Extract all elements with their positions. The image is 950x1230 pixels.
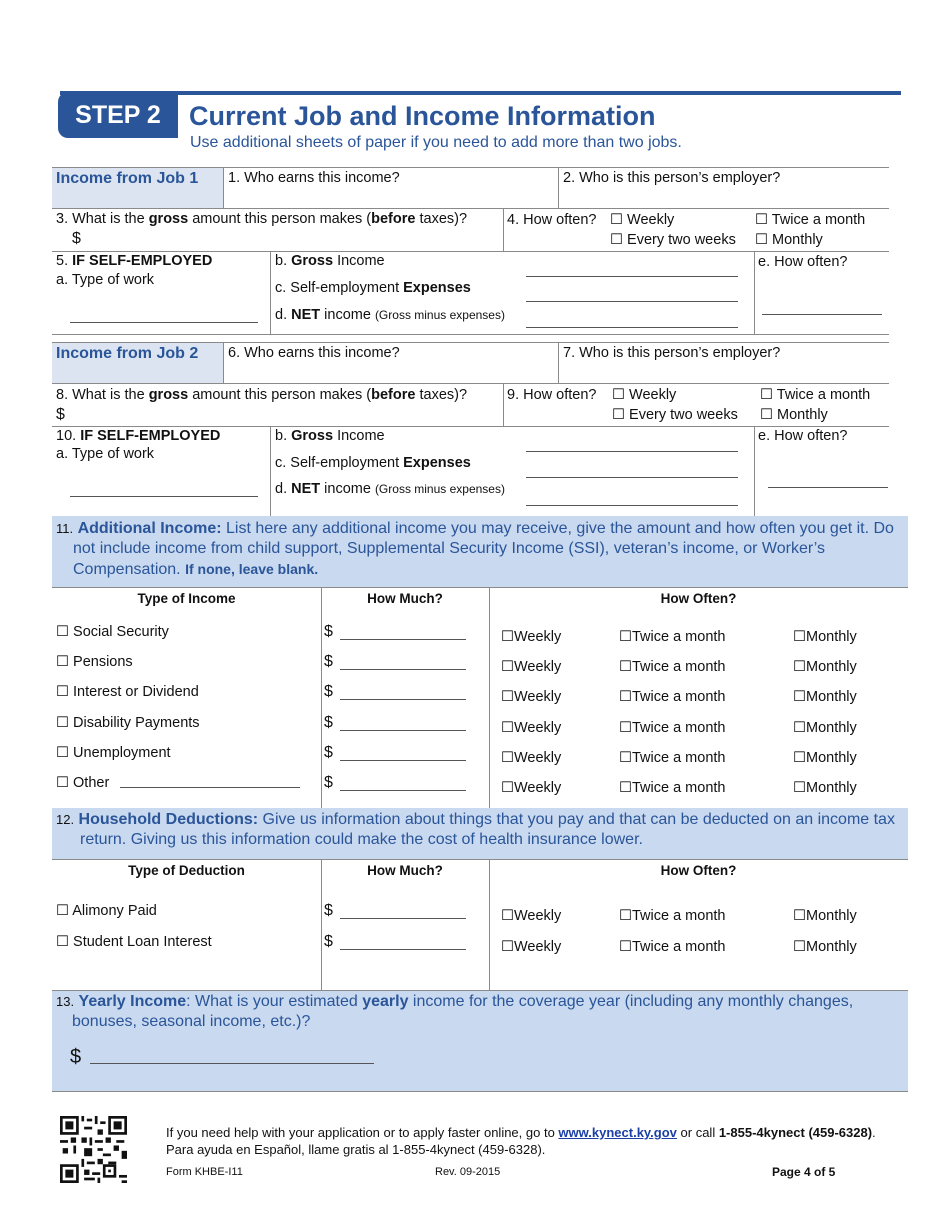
additional-row-weekly-4[interactable]: ☐Weekly: [501, 749, 562, 766]
additional-row-dollar-3: $: [324, 713, 333, 731]
job2-e: e. How often?: [758, 428, 848, 444]
deduction-row-dollar-0: $: [324, 902, 333, 919]
additional-row-weekly-1[interactable]: ☐Weekly: [501, 659, 562, 676]
additional-col-often: How Often?: [660, 591, 737, 606]
deduction-row-amount-line-1[interactable]: [340, 949, 466, 950]
yearly-income-text: 13. Yearly Income: What is your estimated yearly income for the coverage year (including any monthly changes, bonuses, seasonal income, etc.)?: [56, 993, 854, 1030]
deduction-row-dollar-1: $: [324, 932, 333, 950]
job1-q5a: a. Type of work: [56, 272, 155, 288]
deduction-row-twice-1[interactable]: ☐Twice a month: [619, 938, 726, 955]
job1-e-line[interactable]: [762, 314, 882, 315]
job2-c: c. Self-employment Expenses: [275, 455, 471, 471]
additional-row-type-4[interactable]: ☐ Unemployment: [56, 744, 171, 761]
job2-d: d. NET income (Gross minus expenses): [275, 481, 505, 497]
additional-row-weekly-0[interactable]: ☐Weekly: [501, 629, 562, 645]
job2-section-label: Income from Job 2: [56, 345, 199, 362]
job2-q10a: a. Type of work: [56, 446, 155, 462]
job2-q9: 9. How often?: [507, 387, 597, 403]
additional-row-dollar-5: $: [324, 774, 333, 791]
additional-row-monthly-0[interactable]: ☐Monthly: [793, 629, 857, 645]
additional-row-monthly-2[interactable]: ☐Monthly: [793, 689, 857, 706]
revision: Rev. 09-2015: [435, 1166, 501, 1178]
job2-q10: 10. IF SELF-EMPLOYED: [56, 428, 221, 444]
additional-row-twice-5[interactable]: ☐Twice a month: [619, 780, 726, 796]
deductions-col-often: How Often?: [660, 863, 737, 878]
additional-row-type-3[interactable]: ☐ Disability Payments: [56, 714, 200, 731]
job1-opt-twice[interactable]: ☐ Twice a month: [755, 212, 866, 228]
additional-row-twice-3[interactable]: ☐Twice a month: [619, 719, 726, 736]
additional-income-text: 11. Additional Income: List here any additional income you may receive, give the amount and how often you get it. Do not include income from child support, Supplemental Security Income (SSI), veteran’s income, or Worker’s Compensation. If none, leave blank.: [56, 520, 894, 578]
job1-d-line[interactable]: [526, 327, 738, 328]
job2-d-line[interactable]: [526, 505, 738, 506]
job1-work-line[interactable]: [70, 322, 258, 323]
header-rule: [60, 91, 901, 95]
deduction-row-type-1[interactable]: ☐ Student Loan Interest: [56, 933, 212, 950]
deduction-row-amount-line-0[interactable]: [340, 918, 466, 919]
yearly-amount-line[interactable]: [90, 1063, 374, 1064]
qr-code: [60, 1116, 127, 1183]
job1-e: e. How often?: [758, 254, 848, 270]
additional-row-twice-0[interactable]: ☐Twice a month: [619, 629, 726, 645]
additional-row-amount-line-5[interactable]: [340, 790, 466, 791]
additional-row-twice-2[interactable]: ☐Twice a month: [619, 689, 726, 706]
additional-row-weekly-5[interactable]: ☐Weekly: [501, 780, 562, 796]
additional-row-weekly-2[interactable]: ☐Weekly: [501, 689, 562, 706]
job1-c-line[interactable]: [526, 301, 738, 302]
job2-b: b. Gross Income: [275, 428, 385, 444]
job1-q2[interactable]: 2. Who is this person’s employer?: [563, 170, 781, 186]
deductions-col-type: Type of Deduction: [128, 863, 245, 878]
yearly-dollar: $: [70, 1046, 82, 1068]
job1-section-label: Income from Job 1: [56, 170, 199, 187]
additional-row-type-5[interactable]: ☐ Other: [56, 775, 110, 791]
job1-q3[interactable]: 3. What is the gross amount this person makes (before taxes)?: [56, 211, 468, 227]
additional-row-dollar-4: $: [324, 743, 333, 761]
page-number: Page 4 of 5: [772, 1165, 836, 1179]
additional-row-amount-line-0[interactable]: [340, 639, 466, 640]
job2-c-line[interactable]: [526, 477, 738, 478]
job1-d: d. NET income (Gross minus expenses): [275, 307, 505, 323]
additional-row-twice-4[interactable]: ☐Twice a month: [619, 749, 726, 766]
deduction-row-monthly-0[interactable]: ☐Monthly: [793, 908, 857, 924]
additional-row-weekly-3[interactable]: ☐Weekly: [501, 719, 562, 736]
additional-row-dollar-2: $: [324, 683, 333, 701]
job2-q8[interactable]: 8. What is the gross amount this person makes (before taxes)?: [56, 387, 468, 403]
footer-help-text: If you need help with your application or to apply faster online, go to www.kynect.ky.gov or call 1-855-4kynect (459-6328). Para ayuda en Español, llame gratis al 1-855-4kynect (459-6328).: [166, 1125, 876, 1157]
job1-c: c. Self-employment Expenses: [275, 280, 471, 296]
job2-work-line[interactable]: [70, 496, 258, 497]
job2-b-line[interactable]: [526, 451, 738, 452]
job1-opt-weekly[interactable]: ☐ Weekly: [610, 212, 675, 228]
deduction-row-monthly-1[interactable]: ☐Monthly: [793, 938, 857, 955]
page-subtitle: Use additional sheets of paper if you need to add more than two jobs.: [190, 134, 682, 151]
job2-e-line[interactable]: [768, 487, 888, 488]
additional-row-amount-line-1[interactable]: [340, 669, 466, 670]
additional-row-monthly-4[interactable]: ☐Monthly: [793, 749, 857, 766]
deductions-text: 12. Household Deductions: Give us information about things that you pay and that can be deducted on an income tax return. Giving us this information could make the cost of health insurance lower.: [56, 811, 895, 848]
additional-row-amount-line-4[interactable]: [340, 760, 466, 761]
job2-q6[interactable]: 6. Who earns this income?: [228, 345, 400, 361]
job1-b: b. Gross Income: [275, 253, 385, 269]
deduction-row-weekly-1[interactable]: ☐Weekly: [501, 938, 562, 955]
additional-row-type-1[interactable]: ☐ Pensions: [56, 654, 133, 671]
kynect-link[interactable]: www.kynect.ky.gov: [558, 1125, 677, 1140]
additional-row-monthly-3[interactable]: ☐Monthly: [793, 719, 857, 736]
additional-col-type: Type of Income: [137, 591, 236, 606]
additional-row-amount-line-3[interactable]: [340, 730, 466, 731]
step-badge: STEP 2: [58, 92, 178, 138]
job1-gross-dollar: $: [72, 230, 81, 247]
job1-q4: 4. How often?: [507, 212, 597, 228]
additional-row-twice-1[interactable]: ☐Twice a month: [619, 659, 726, 676]
job2-opt-monthly[interactable]: ☐ Monthly: [760, 407, 828, 423]
job2-opt-every-two[interactable]: ☐ Every two weeks: [612, 407, 738, 423]
deductions-col-much: How Much?: [367, 863, 443, 878]
additional-row-type-0[interactable]: ☐ Social Security: [56, 624, 169, 640]
page-title: Current Job and Income Information: [189, 101, 656, 131]
job2-opt-weekly[interactable]: ☐ Weekly: [612, 387, 677, 403]
deduction-row-twice-0[interactable]: ☐Twice a month: [619, 908, 726, 924]
additional-row-dollar-1: $: [324, 653, 333, 671]
job2-opt-twice[interactable]: ☐ Twice a month: [760, 387, 871, 403]
form-id: Form KHBE-I11: [166, 1166, 243, 1178]
additional-row-monthly-1[interactable]: ☐Monthly: [793, 659, 857, 676]
job2-gross-dollar: $: [56, 406, 65, 423]
deduction-row-type-0[interactable]: ☐ Alimony Paid: [56, 903, 157, 919]
job1-opt-monthly[interactable]: ☐ Monthly: [755, 232, 823, 248]
deduction-row-weekly-0[interactable]: ☐Weekly: [501, 908, 562, 924]
job1-b-line[interactable]: [526, 276, 738, 277]
additional-row-dollar-0: $: [324, 623, 333, 640]
other-income-line[interactable]: [120, 787, 300, 788]
additional-col-much: How Much?: [367, 591, 443, 606]
job1-opt-every-two[interactable]: ☐ Every two weeks: [610, 232, 736, 248]
job1-q1[interactable]: 1. Who earns this income?: [228, 170, 400, 186]
job1-q5: 5. IF SELF-EMPLOYED: [56, 253, 213, 269]
job2-q7[interactable]: 7. Who is this person’s employer?: [563, 345, 781, 361]
additional-row-type-2[interactable]: ☐ Interest or Dividend: [56, 684, 199, 701]
additional-row-amount-line-2[interactable]: [340, 699, 466, 700]
additional-row-monthly-5[interactable]: ☐Monthly: [793, 780, 857, 796]
